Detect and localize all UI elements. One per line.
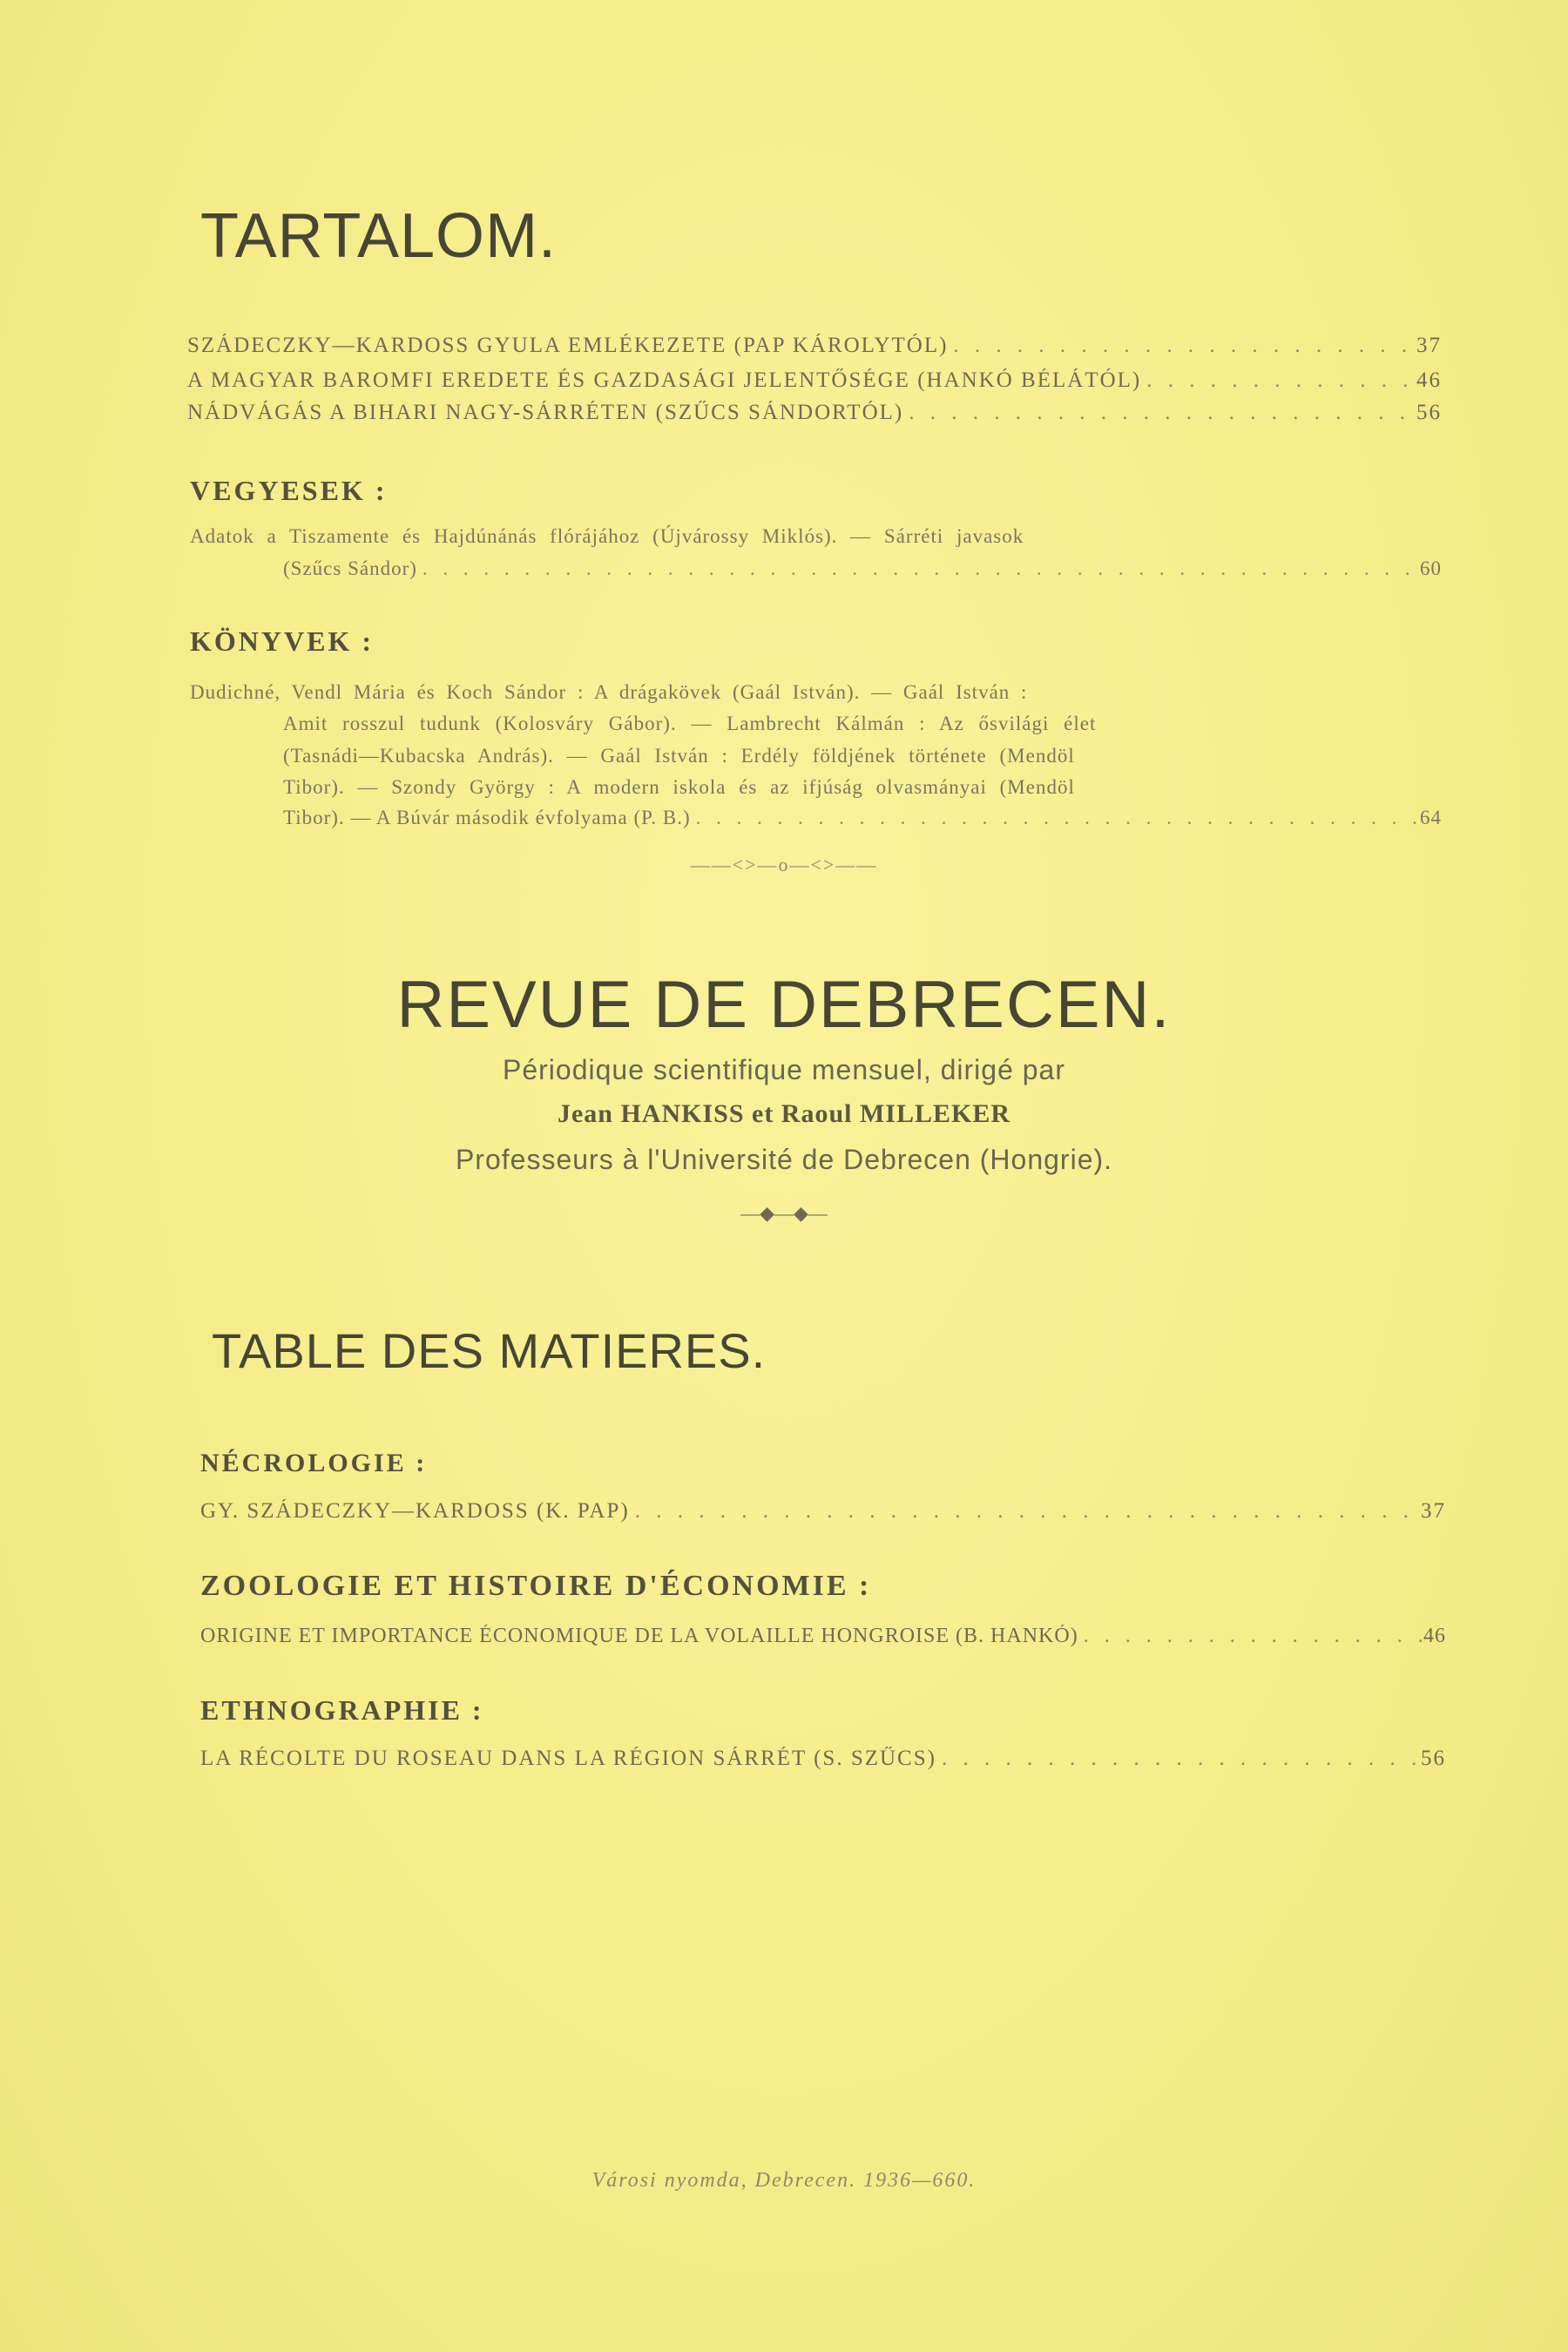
- konyvek-line-1: Dudichné, Vendl Mária és Koch Sándor : A drágakövek (Gaál István). — Gaál István :: [190, 681, 1028, 703]
- toc-entry-2: [187, 368, 1442, 393]
- table-section-heading-1: NÉCROLOGIE :: [200, 1449, 428, 1477]
- konyvek-line-5: [283, 801, 1442, 834]
- vegyesek-line-1: Adatok a Tiszamente és Hajdúnánás flórájához (Újvárossy Miklós). — Sárréti javasok: [190, 525, 1024, 547]
- vegyesek-heading: VEGYESEK :: [190, 475, 388, 506]
- revue-subtitle: Périodique scientifique mensuel, dirigé par: [502, 1054, 1065, 1085]
- leader-dots: [1141, 368, 1416, 393]
- leader-dots: [948, 334, 1416, 358]
- printer-imprint-text: Városi nyomda, Debrecen. 1936—660.: [591, 2169, 977, 2192]
- konyvek-line-2: Amit rosszul tudunk (Kolosváry Gábor). — Lambrecht Kálmán : Az ősvilági élet: [283, 713, 1097, 734]
- ornament-divider: ——<>—o—<>——: [690, 854, 878, 875]
- table-entry-text: ORIGINE ET IMPORTANCE ÉCONOMIQUE DE LA VOLAILLE HONGROISE (B. HANKÓ): [200, 1625, 1078, 1647]
- leader-dots: [936, 1747, 1421, 1771]
- toc-entry-text: SZÁDECZKY—KARDOSS GYULA EMLÉKEZETE (PAP KÁROLYTÓL): [187, 334, 949, 357]
- toc-entry-text: A MAGYAR BAROMFI EREDETE ÉS GAZDASÁGI JELENTŐSÉGE (HANKÓ BÉLÁTÓL): [187, 368, 1142, 392]
- vegyesek-line-2: [283, 552, 1442, 585]
- konyvek-line-3: (Tasnádi—Kubacska András). — Gaál István : Erdély földjének története (Mendöl: [283, 745, 1075, 767]
- leader-dots: [630, 1499, 1421, 1524]
- table-section-heading-3: ETHNOGRAPHIE :: [200, 1694, 484, 1726]
- konyvek-text: Tibor). — A Búvár második évfolyama (P. B.): [283, 807, 691, 828]
- printer-imprint-visible: [436, 2169, 1132, 2193]
- table-entry-page: 37: [1421, 1499, 1446, 1523]
- toc-entry-page: 56: [1416, 401, 1442, 424]
- revue-editors: Jean HANKISS et Raoul MILLEKER: [557, 1099, 1011, 1128]
- toc-entry-page: 46: [1416, 368, 1442, 392]
- table-entry-text: GY. SZÁDECZKY—KARDOSS (K. PAP): [200, 1499, 630, 1523]
- vegyesek-page: 60: [1420, 558, 1442, 579]
- table-title: TABLE DES MATIERES.: [212, 1323, 767, 1378]
- toc-entry-text: NÁDVÁGÁS A BIHARI NAGY-SÁRRÉTEN (SZŰCS SÁNDORTÓL): [187, 401, 904, 424]
- tartalom-title: TARTALOM.: [200, 201, 558, 271]
- table-section-heading-2: ZOOLOGIE ET HISTOIRE D'ÉCONOMIE :: [200, 1570, 872, 1602]
- leader-dots: [1078, 1625, 1423, 1648]
- toc-entry-page: 37: [1416, 334, 1442, 357]
- konyvek-heading: KÖNYVEK :: [190, 625, 374, 657]
- leader-dots: [417, 552, 1420, 585]
- table-entry-page: 46: [1423, 1625, 1446, 1647]
- revue-affiliation: Professeurs à l'Université de Debrecen (Hongrie).: [455, 1144, 1113, 1175]
- toc-entry-1: [187, 334, 1442, 358]
- vegyesek-text: (Szűcs Sándor): [283, 558, 417, 579]
- table-entry-page: 56: [1421, 1747, 1446, 1770]
- table-entry-text: LA RÉCOLTE DU ROSEAU DANS LA RÉGION SÁRRÉT (S. SZŰCS): [200, 1747, 936, 1770]
- toc-entry-3: [187, 401, 1442, 425]
- leader-dots: [691, 801, 1420, 834]
- revue-ornament: —◆—◆—: [740, 1202, 828, 1224]
- table-entry-2: [200, 1625, 1446, 1648]
- revue-title: REVUE DE DEBRECEN.: [396, 968, 1172, 1042]
- konyvek-page: 64: [1420, 807, 1442, 828]
- konyvek-line-4: Tibor). — Szondy György : A modern iskola és az ifjúság olvasmányai (Mendöl: [283, 776, 1075, 798]
- leader-dots: [903, 401, 1416, 425]
- table-entry-1: [200, 1499, 1446, 1524]
- table-entry-3: [200, 1747, 1446, 1771]
